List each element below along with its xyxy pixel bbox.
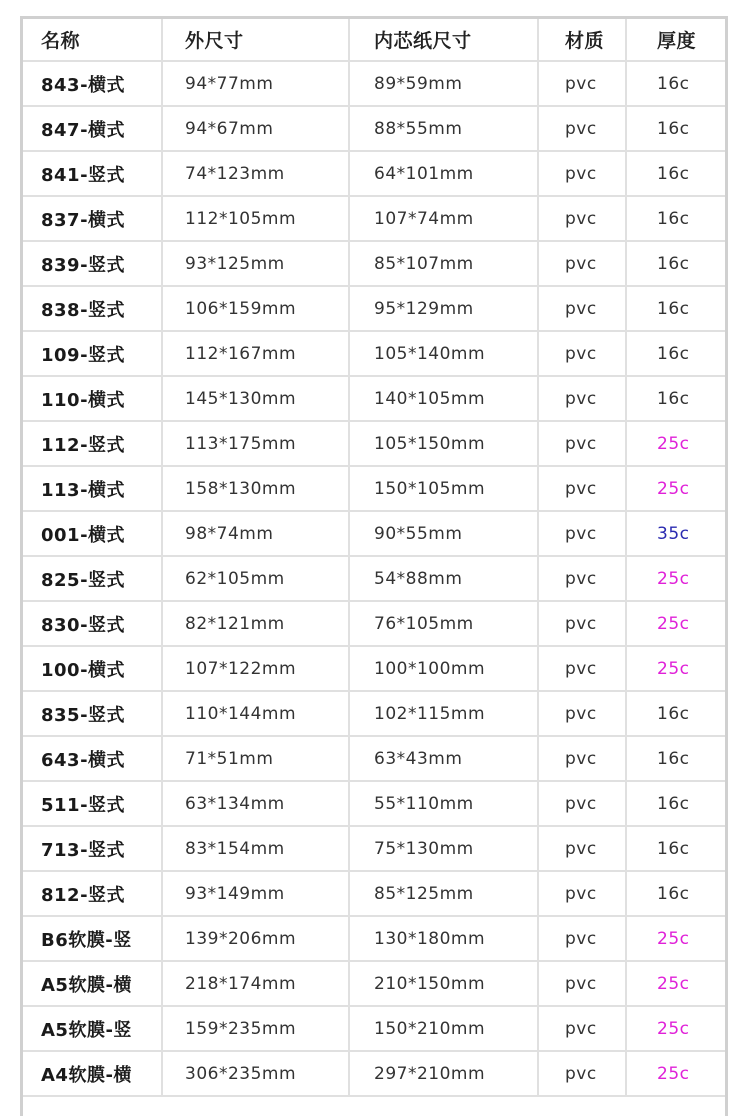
cell-name: 825-竖式 [23, 556, 162, 601]
cell-inner-size: 90*55mm [349, 511, 538, 556]
cell-name: 830-竖式 [23, 601, 162, 646]
cell-inner-size: 210*150mm [349, 961, 538, 1006]
table-row [23, 511, 725, 556]
cell-outer-size: 218*174mm [162, 961, 349, 1006]
cell-inner-size: 105*140mm [349, 331, 538, 376]
cell-outer-size: 83*154mm [162, 826, 349, 871]
header-thickness: 厚度 [626, 19, 725, 61]
cell-material: pvc [538, 961, 626, 1006]
cell-inner-size: 55*110mm [349, 781, 538, 826]
cell-thickness: 16c [626, 871, 725, 916]
cell-thickness: 25c [626, 421, 725, 466]
cell-material: pvc [538, 511, 626, 556]
header-inner-paper-size: 内芯纸尺寸 [349, 19, 538, 61]
cell-name: 835-竖式 [23, 691, 162, 736]
cell-name: 843-横式 [23, 61, 162, 106]
cell-material: pvc [538, 601, 626, 646]
table-row [23, 646, 725, 691]
cell-thickness: 25c [626, 601, 725, 646]
table-row [23, 781, 725, 826]
cell-outer-size: 98*74mm [162, 511, 349, 556]
cell-name: 839-竖式 [23, 241, 162, 286]
cell-material: pvc [538, 106, 626, 151]
spec-table-container [20, 16, 728, 1116]
cell-outer-size: 113*175mm [162, 421, 349, 466]
cell-name: 838-竖式 [23, 286, 162, 331]
cell-outer-size: 62*105mm [162, 556, 349, 601]
cell-thickness: 25c [626, 556, 725, 601]
cell-material: pvc [538, 871, 626, 916]
cell-thickness: 25c [626, 961, 725, 1006]
table-row [23, 151, 725, 196]
cell-outer-size: 82*121mm [162, 601, 349, 646]
cell-name: 643-横式 [23, 736, 162, 781]
table-row [23, 826, 725, 871]
cell-thickness: 35c [626, 511, 725, 556]
cell-inner-size: 100*100mm [349, 646, 538, 691]
cell-thickness: 16c [626, 61, 725, 106]
cell-outer-size: 159*235mm [162, 1006, 349, 1051]
cell-thickness: 16c [626, 781, 725, 826]
cell-inner-size: 85*107mm [349, 241, 538, 286]
cell-material: pvc [538, 151, 626, 196]
cell-inner-size: 75*130mm [349, 826, 538, 871]
cell-material: pvc [538, 1006, 626, 1051]
cell-name: 812-竖式 [23, 871, 162, 916]
cell-name: 100-横式 [23, 646, 162, 691]
cell-inner-size: 76*105mm [349, 601, 538, 646]
cell-outer-size: 306*235mm [162, 1051, 349, 1096]
cell-inner-size: 140*105mm [349, 376, 538, 421]
cell-material: pvc [538, 196, 626, 241]
cell-material: pvc [538, 736, 626, 781]
cell-thickness: 16c [626, 376, 725, 421]
cell-inner-size: 64*101mm [349, 151, 538, 196]
cell-material: pvc [538, 421, 626, 466]
cell-outer-size: 107*122mm [162, 646, 349, 691]
cell-name: 112-竖式 [23, 421, 162, 466]
cell-outer-size: 106*159mm [162, 286, 349, 331]
table-row [23, 421, 725, 466]
cell-outer-size: 63*134mm [162, 781, 349, 826]
cell-name: 837-横式 [23, 196, 162, 241]
cell-outer-size: 93*149mm [162, 871, 349, 916]
cell-thickness: 16c [626, 151, 725, 196]
spec-table [23, 19, 725, 1097]
header-material: 材质 [538, 19, 626, 61]
cell-name: A5软膜-竖 [23, 1006, 162, 1051]
table-row [23, 241, 725, 286]
cell-inner-size: 63*43mm [349, 736, 538, 781]
cell-thickness: 16c [626, 286, 725, 331]
cell-material: pvc [538, 376, 626, 421]
cell-name: 001-横式 [23, 511, 162, 556]
cell-inner-size: 102*115mm [349, 691, 538, 736]
cell-material: pvc [538, 286, 626, 331]
cell-thickness: 16c [626, 691, 725, 736]
cell-name: A4软膜-横 [23, 1051, 162, 1096]
table-row [23, 376, 725, 421]
cell-name: B6软膜-竖 [23, 916, 162, 961]
cell-material: pvc [538, 826, 626, 871]
cell-material: pvc [538, 61, 626, 106]
table-row [23, 196, 725, 241]
cell-material: pvc [538, 331, 626, 376]
cell-inner-size: 105*150mm [349, 421, 538, 466]
cell-outer-size: 71*51mm [162, 736, 349, 781]
cell-outer-size: 139*206mm [162, 916, 349, 961]
cell-thickness: 25c [626, 466, 725, 511]
cell-material: pvc [538, 1051, 626, 1096]
table-row [23, 61, 725, 106]
cell-inner-size: 150*210mm [349, 1006, 538, 1051]
cell-inner-size: 297*210mm [349, 1051, 538, 1096]
cell-outer-size: 112*167mm [162, 331, 349, 376]
cell-outer-size: 94*67mm [162, 106, 349, 151]
table-row [23, 556, 725, 601]
cell-thickness: 25c [626, 1006, 725, 1051]
cell-material: pvc [538, 556, 626, 601]
cell-inner-size: 85*125mm [349, 871, 538, 916]
cell-outer-size: 74*123mm [162, 151, 349, 196]
cell-name: 113-横式 [23, 466, 162, 511]
table-row [23, 466, 725, 511]
cell-inner-size: 95*129mm [349, 286, 538, 331]
cell-material: pvc [538, 241, 626, 286]
cell-thickness: 25c [626, 916, 725, 961]
table-row [23, 736, 725, 781]
cell-name: 511-竖式 [23, 781, 162, 826]
cell-name: 713-竖式 [23, 826, 162, 871]
cell-outer-size: 93*125mm [162, 241, 349, 286]
cell-thickness: 16c [626, 106, 725, 151]
table-row [23, 331, 725, 376]
header-name: 名称 [23, 19, 162, 61]
cell-inner-size: 54*88mm [349, 556, 538, 601]
cell-outer-size: 158*130mm [162, 466, 349, 511]
cell-outer-size: 110*144mm [162, 691, 349, 736]
cell-name: 841-竖式 [23, 151, 162, 196]
table-row [23, 1051, 725, 1096]
table-row [23, 961, 725, 1006]
cell-thickness: 16c [626, 196, 725, 241]
table-row [23, 106, 725, 151]
table-row [23, 286, 725, 331]
table-row [23, 601, 725, 646]
cell-outer-size: 145*130mm [162, 376, 349, 421]
cell-inner-size: 150*105mm [349, 466, 538, 511]
cell-material: pvc [538, 916, 626, 961]
cell-material: pvc [538, 691, 626, 736]
cell-thickness: 25c [626, 646, 725, 691]
header-outer-size: 外尺寸 [162, 19, 349, 61]
cell-thickness: 16c [626, 736, 725, 781]
table-body [23, 61, 725, 1096]
cell-thickness: 25c [626, 1051, 725, 1096]
cell-name: 847-横式 [23, 106, 162, 151]
cell-inner-size: 88*55mm [349, 106, 538, 151]
table-header-row [23, 19, 725, 61]
cell-outer-size: 94*77mm [162, 61, 349, 106]
cell-thickness: 16c [626, 331, 725, 376]
cell-inner-size: 107*74mm [349, 196, 538, 241]
cell-name: A5软膜-横 [23, 961, 162, 1006]
cell-material: pvc [538, 646, 626, 691]
cell-name: 109-竖式 [23, 331, 162, 376]
cell-inner-size: 89*59mm [349, 61, 538, 106]
cell-material: pvc [538, 466, 626, 511]
cell-thickness: 16c [626, 826, 725, 871]
table-row [23, 1006, 725, 1051]
table-row [23, 871, 725, 916]
table-row [23, 691, 725, 736]
cell-thickness: 16c [626, 241, 725, 286]
cell-name: 110-横式 [23, 376, 162, 421]
table-row [23, 916, 725, 961]
cell-inner-size: 130*180mm [349, 916, 538, 961]
cell-material: pvc [538, 781, 626, 826]
cell-outer-size: 112*105mm [162, 196, 349, 241]
